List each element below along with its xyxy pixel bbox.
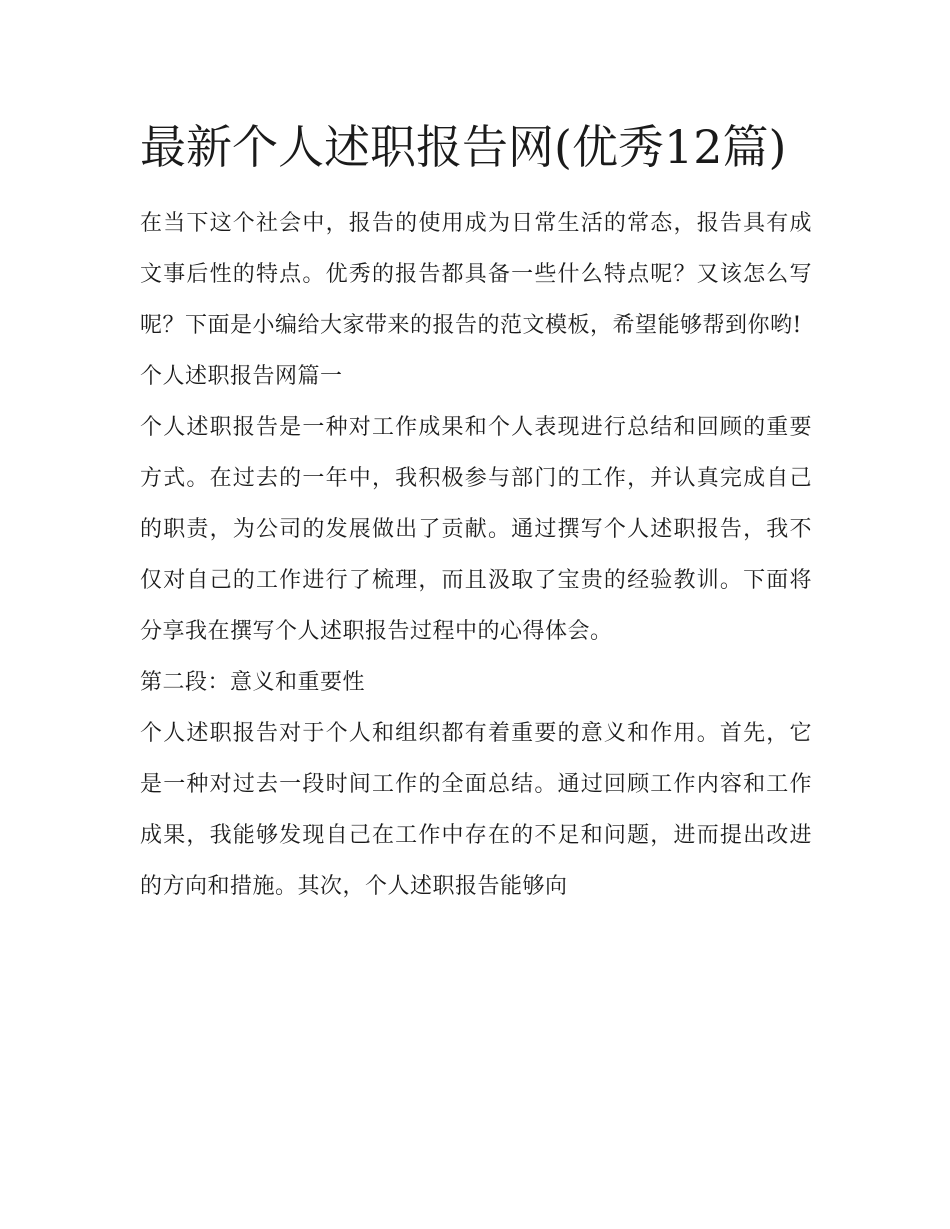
document-title: 最新个人述职报告网(优秀12篇): [140, 120, 787, 174]
body-paragraph: 个人述职报告对于个人和组织都有着重要的意义和作用。首先，它是一种对过去一段时间工作的全面总结。通过回顾工作内容和工作成果，我能够发现自己在工作中存在的不足和问题，进而提出改进的方向和措施。其次，个人述职报告能够向: [140, 721, 812, 899]
body-paragraph: 个人述职报告是一种对工作成果和个人表现进行总结和回顾的重要方式。在过去的一年中，我积极参与部门的工作，并认真完成自己的职责，为公司的发展做出了贡献。通过撰写个人述职报告，我不仅对自己的工作进行了梳理，而且汲取了宝贵的经验教训。下面将分享我在撰写个人述职报告过程中的心得体会。: [140, 415, 812, 644]
intro-paragraph: 在当下这个社会中，报告的使用成为日常生活的常态，报告具有成文事后性的特点。优秀的报告都具备一些什么特点呢？又该怎么写呢？下面是小编给大家带来的报告的范文模板，希望能够帮到你哟!: [140, 211, 812, 338]
section-heading-second: 第二段：意义和重要性: [140, 670, 366, 695]
document-page: [140, 110, 812, 912]
section-heading-part-one: 个人述职报告网篇一: [140, 364, 343, 389]
